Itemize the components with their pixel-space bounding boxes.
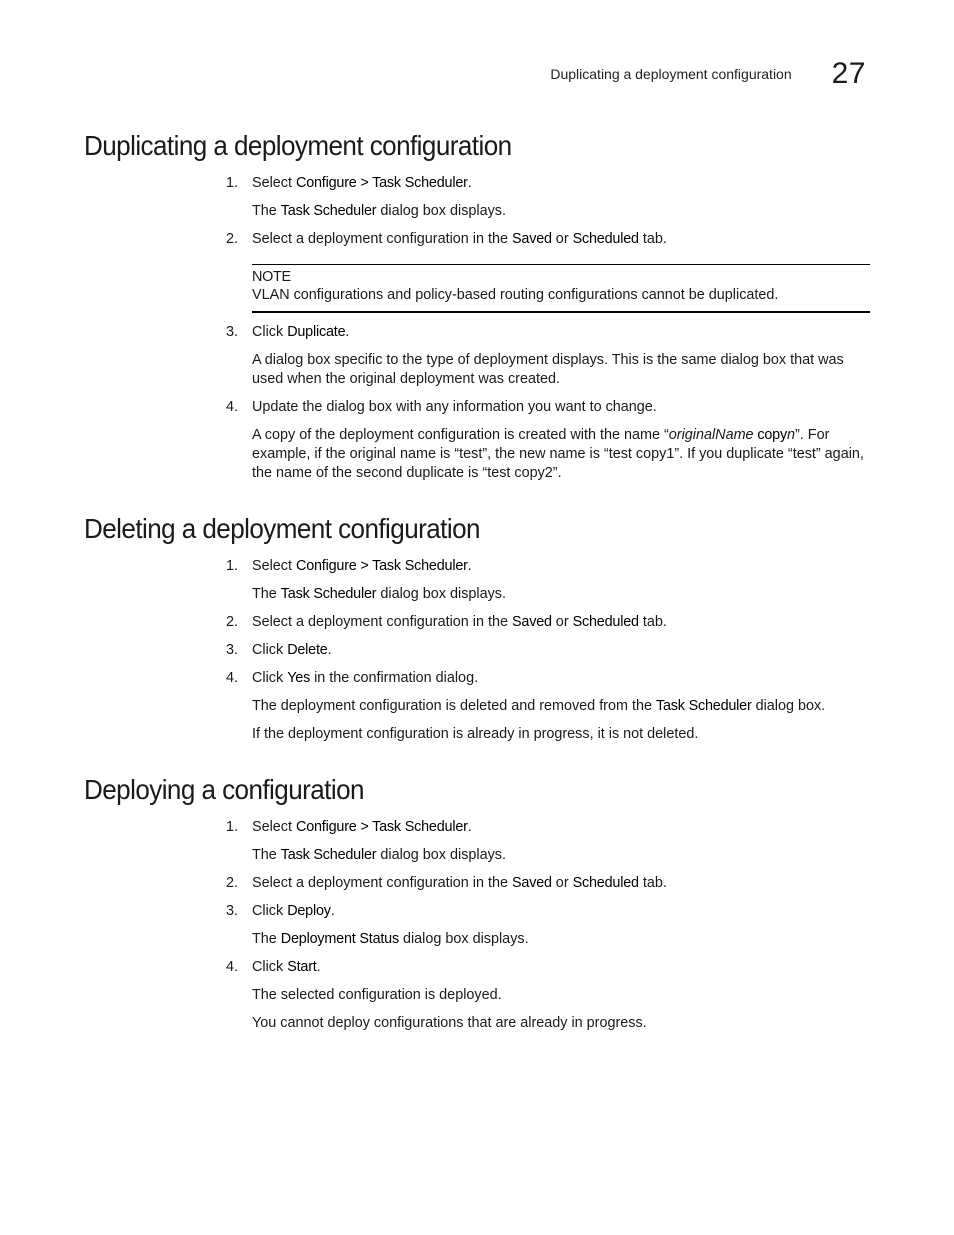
step-text-pre: Click [252,959,288,975]
placeholder-n: n [786,427,795,443]
running-header [550,56,866,92]
step-text-post: . [345,324,350,340]
ui-label-scheduled: Scheduled [572,231,639,247]
del-step-4-result-2: If the deployment configuration is already in progress, it is not deleted. [252,726,699,742]
step-text-post: . [316,959,321,975]
result-text-post: ”. For example, if the original name is “test”, the new name is “test copy1”. If you duplicate “test” again, the name of the second duplicate is “test copy2”. [252,427,864,481]
step-text-post: . [330,903,335,919]
result-text-post: dialog box displays. [376,203,506,219]
step-text-pre: Select a deployment configuration in the [252,875,512,891]
step-number: 1. [225,558,238,574]
result-text-pre: The [252,847,281,863]
step-number: 2. [225,614,238,630]
section-heading-deleting: Deleting a deployment configuration [84,513,480,544]
step-text-pre: Click [252,642,288,658]
step-text-pre: Select [252,175,296,191]
dep-step-2 [84,874,870,893]
dep-step-4-result-1: The selected configuration is deployed. [252,987,502,1003]
result-text-pre: The [252,203,281,219]
section-deploying [84,774,870,1033]
ui-label-menu-path: Configure > Task Scheduler [296,175,468,191]
step-text [252,613,870,632]
dup-step-4-result [252,426,870,483]
section-heading-deploying: Deploying a configuration [84,774,364,805]
result-text-post: dialog box. [751,698,826,714]
step-number: 1. [225,175,238,191]
step-text-pre: Select [252,558,296,574]
result-text-pre: The deployment configuration is deleted and removed from the [252,698,656,714]
step-text-post: tab. [638,614,667,630]
step-text [252,557,870,576]
step-text-post: . [467,175,472,191]
ui-label-deployment-status: Deployment Status [280,931,399,947]
page-content [84,130,870,1063]
step-text-post: tab. [638,231,667,247]
ui-label-yes: Yes [287,670,311,686]
section-heading-duplicating: Duplicating a deployment configuration [84,130,512,161]
dep-step-3 [84,902,870,921]
result-text-post: dialog box displays. [376,586,506,602]
step-text-post: . [467,819,472,835]
ui-label-scheduled: Scheduled [572,875,639,891]
dup-step-3 [84,323,870,342]
step-text-post: . [327,642,332,658]
step-text [252,958,870,977]
result-text-pre: A copy of the deployment configuration is created with the name “ [252,427,669,443]
step-text-mid: or [551,231,573,247]
step-text [252,874,870,893]
dup-step-4 [84,398,870,417]
ui-label-saved: Saved [512,231,552,247]
result-text-post: dialog box displays. [398,931,529,947]
step-text-mid: or [551,875,573,891]
note-box [252,264,870,313]
ui-label-task-scheduler: Task Scheduler [280,203,377,219]
step-text-post: . [467,558,472,574]
ui-label-delete: Delete [287,642,328,658]
ui-label-menu-path: Configure > Task Scheduler [296,819,468,835]
note-label: NOTE [252,269,291,285]
step-text [252,641,870,660]
ui-label-saved: Saved [512,875,552,891]
dup-step-2 [84,230,870,249]
step-text [252,230,870,249]
result-text-pre: The [252,931,281,947]
step-text-pre: Click [252,324,288,340]
dep-step-1-result [252,846,870,865]
step-number: 2. [225,231,238,247]
ui-label-scheduled: Scheduled [572,614,639,630]
step-text [252,174,870,193]
dep-step-4-result-2: You cannot deploy configurations that are already in progress. [252,1015,647,1031]
del-step-2 [84,613,870,632]
ui-label-menu-path: Configure > Task Scheduler [296,558,468,574]
step-number: 3. [225,903,238,919]
ui-label-task-scheduler: Task Scheduler [655,698,752,714]
result-text-post: dialog box displays. [376,847,506,863]
del-step-1-result [252,585,870,604]
dup-step-1-result [252,202,870,221]
del-step-1 [84,557,870,576]
step-text [252,669,870,688]
del-step-3 [84,641,870,660]
result-text-pre: The [252,586,281,602]
section-deleting [84,513,870,744]
chapter-number: 27 [831,57,866,90]
del-step-4 [84,669,870,688]
ui-label-duplicate: Duplicate [287,324,346,340]
step-text-pre: Select a deployment configuration in the [252,614,512,630]
step-number: 4. [225,670,238,686]
step-text-pre: Click [252,670,288,686]
ui-label-deploy: Deploy [287,903,331,919]
step-number: 3. [225,642,238,658]
ui-label-saved: Saved [512,614,552,630]
section-duplicating [84,130,870,483]
step-text-post: in the confirmation dialog. [310,670,479,686]
step-number: 1. [225,819,238,835]
step-text [252,902,870,921]
literal-copy: copy [753,427,787,443]
step-number: 2. [225,875,238,891]
dep-step-4 [84,958,870,977]
placeholder-original-name: originalName [668,427,754,443]
dep-step-1 [84,818,870,837]
dup-step-1 [84,174,870,193]
ui-label-task-scheduler: Task Scheduler [280,847,377,863]
step-text-pre: Select [252,819,296,835]
running-header-title: Duplicating a deployment configuration [550,66,792,82]
step-text [252,818,870,837]
step-text-pre: Select a deployment configuration in the [252,231,512,247]
ui-label-start: Start [287,959,317,975]
step-text-mid: or [551,614,573,630]
step-text: Update the dialog box with any information you want to change. [252,399,657,415]
step-text [252,323,870,342]
step-text-post: tab. [638,875,667,891]
step-number: 4. [225,959,238,975]
dep-step-3-result [252,930,870,949]
ui-label-task-scheduler: Task Scheduler [280,586,377,602]
step-number: 4. [225,399,238,415]
note-text: VLAN configurations and policy-based routing configurations cannot be duplicated. [252,287,779,303]
dup-step-3-result: A dialog box specific to the type of deployment displays. This is the same dialog box that was used when the original deployment was created. [252,352,844,387]
step-number: 3. [225,324,238,340]
step-text-pre: Click [252,903,288,919]
del-step-4-result-1 [252,697,870,716]
